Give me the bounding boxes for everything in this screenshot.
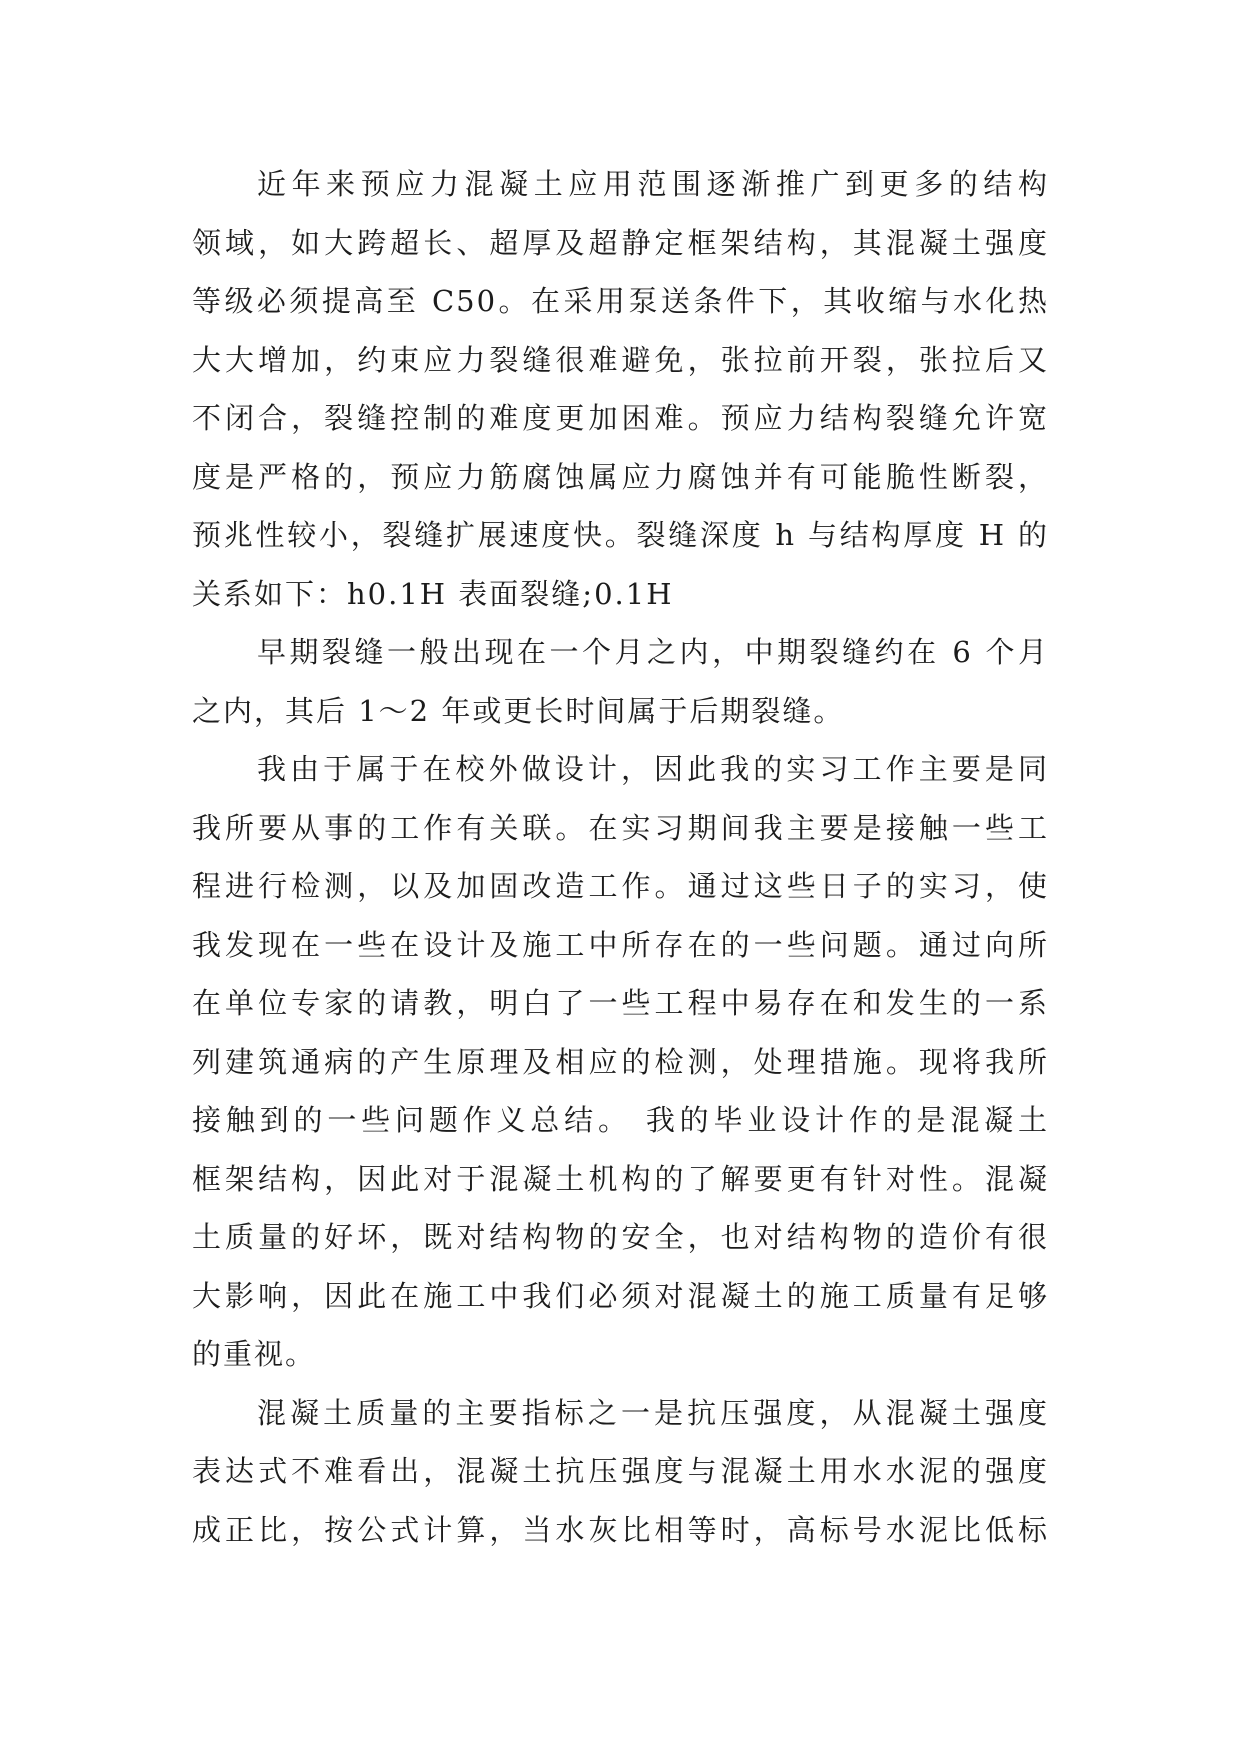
text-line: 接触到的一些问题作义总结。 我的毕业设计作的是混凝土 xyxy=(192,1103,1049,1137)
text-line: 不闭合，裂缝控制的难度更加困难。预应力结构裂缝允许宽 xyxy=(192,401,1049,435)
paragraph-prestressed-concrete xyxy=(192,155,1049,623)
text-line: 关系如下：h0.1H 表面裂缝;0.1H xyxy=(192,576,674,611)
text-line: 我由于属于在校外做设计，因此我的实习工作主要是同 xyxy=(257,752,1049,786)
text-line: 大大增加，约束应力裂缝很难避免，张拉前开裂，张拉后又 xyxy=(192,342,1049,377)
text-line: 列建筑通病的产生原理及相应的检测，处理措施。现将我所 xyxy=(192,1044,1049,1079)
paragraph-crack-timing xyxy=(192,623,1049,740)
text-line: 的重视。 xyxy=(192,1337,317,1371)
text-line: 大影响，因此在施工中我们必须对混凝土的施工质量有足够 xyxy=(192,1278,1049,1313)
text-line: 表达式不难看出，混凝土抗压强度与混凝土用水水泥的强度 xyxy=(192,1454,1049,1488)
text-line: 之内，其后 1～2 年或更长时间属于后期裂缝。 xyxy=(192,693,845,728)
text-line: 等级必须提高至 C50。在采用泵送条件下，其收缩与水化热 xyxy=(192,284,1049,318)
paragraph-internship xyxy=(192,740,1049,1384)
text-line: 程进行检测，以及加固改造工作。通过这些日子的实习，使 xyxy=(192,869,1049,903)
text-line: 我所要从事的工作有关联。在实习期间我主要是接触一些工 xyxy=(192,810,1049,845)
text-line: 领域，如大跨超长、超厚及超静定框架结构，其混凝土强度 xyxy=(192,225,1049,260)
text-line: 早期裂缝一般出现在一个月之内，中期裂缝约在 6 个月 xyxy=(257,635,1049,669)
text-line: 在单位专家的请教，明白了一些工程中易存在和发生的一系 xyxy=(192,986,1049,1020)
text-line: 土质量的好坏，既对结构物的安全，也对结构物的造价有很 xyxy=(192,1220,1049,1254)
text-line: 度是严格的，预应力筋腐蚀属应力腐蚀并有可能脆性断裂， xyxy=(192,459,1049,494)
text-line: 近年来预应力混凝土应用范围逐渐推广到更多的结构 xyxy=(257,167,1049,201)
text-line: 成正比，按公式计算，当水灰比相等时，高标号水泥比低标 xyxy=(192,1512,1049,1547)
text-line: 我发现在一些在设计及施工中所存在的一些问题。通过向所 xyxy=(192,927,1049,962)
text-line: 预兆性较小，裂缝扩展速度快。裂缝深度 h 与结构厚度 H 的 xyxy=(192,518,1049,552)
paragraph-compressive-strength xyxy=(192,1384,1049,1560)
text-line: 混凝土质量的主要指标之一是抗压强度，从混凝土强度 xyxy=(257,1395,1049,1430)
text-line: 框架结构，因此对于混凝土机构的了解要更有针对性。混凝 xyxy=(192,1161,1049,1196)
body-text xyxy=(192,155,1049,1559)
